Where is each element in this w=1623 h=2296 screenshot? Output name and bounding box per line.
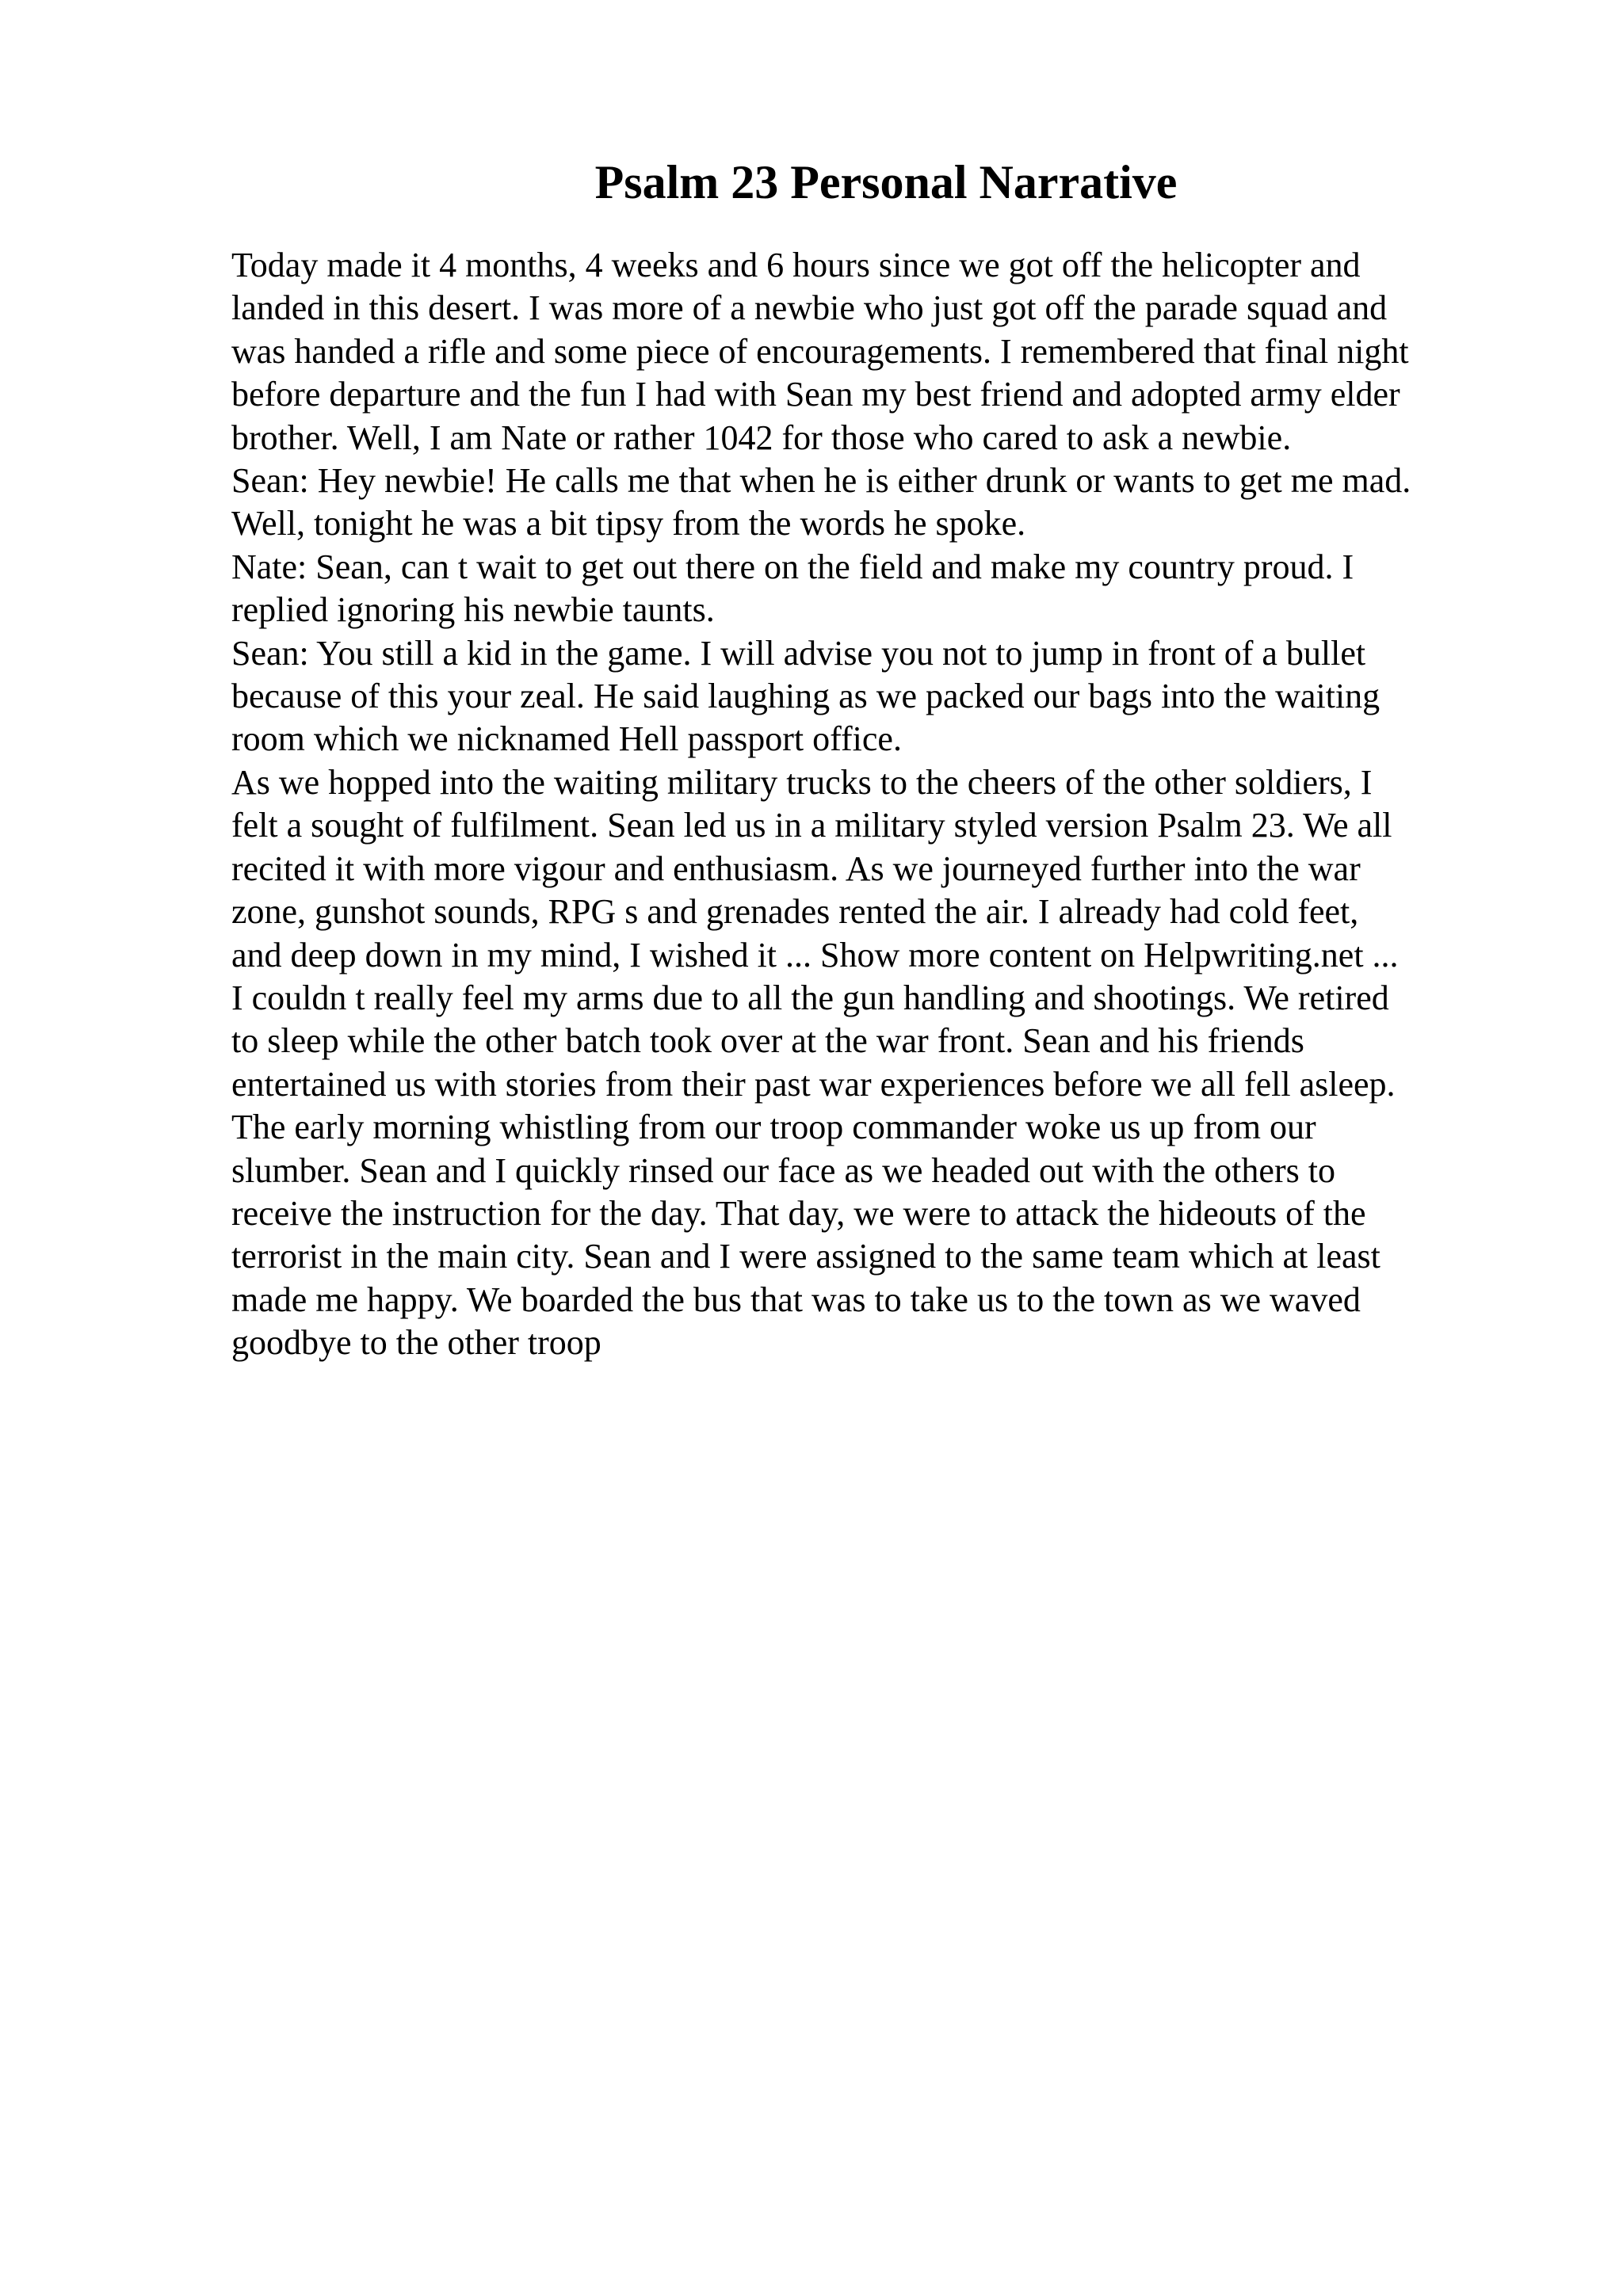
- text-line: I couldn t really feel my arms due to all the gun handling and shootings. We retired: [231, 978, 1389, 1017]
- text-line: was handed a rifle and some piece of encouragements. I remembered that final night: [231, 331, 1409, 371]
- text-line: Well, tonight he was a bit tipsy from the words he spoke.: [231, 504, 1026, 543]
- text-line: made me happy. We boarded the bus that was to take us to the town as we waved: [231, 1280, 1361, 1319]
- text-line: The early morning whistling from our troop commander woke us up from our: [231, 1108, 1316, 1147]
- text-line: brother. Well, I am Nate or rather 1042 for those who cared to ask a newbie.: [231, 418, 1292, 457]
- text-line: because of this your zeal. He said laughing as we packed our bags into the waiting: [231, 677, 1381, 716]
- text-line: entertained us with stories from their past war experiences before we all fell asleep.: [231, 1064, 1396, 1104]
- text-line: Nate: Sean, can t wait to get out there on the field and make my country proud. I: [231, 547, 1354, 586]
- text-line: Today made it 4 months, 4 weeks and 6 hours since we got off the helicopter and: [231, 246, 1361, 284]
- text-line: recited it with more vigour and enthusiasm. As we journeyed further into the war: [231, 849, 1361, 888]
- text-line: landed in this desert. I was more of a newbie who just got off the parade squad and: [231, 288, 1388, 328]
- text-line: slumber. Sean and I quickly rinsed our face as we headed out with the others to: [231, 1150, 1335, 1190]
- text-line: terrorist in the main city. Sean and I were assigned to the same team which at least: [231, 1237, 1381, 1276]
- text-line: room which we nicknamed Hell passport office.: [231, 719, 902, 759]
- text-line: before departure and the fun I had with Sean my best friend and adopted army elder: [231, 375, 1400, 414]
- text-line: zone, gunshot sounds, RPG s and grenades rented the air. I already had cold feet,: [231, 892, 1359, 932]
- text-line: As we hopped into the waiting military trucks to the cheers of the other soldiers, I: [231, 762, 1373, 802]
- text-line: replied ignoring his newbie taunts.: [231, 590, 715, 630]
- text-line: felt a sought of fulfilment. Sean led us in a military styled version Psalm 23. We all: [231, 806, 1392, 845]
- text-line: and deep down in my mind, I wished it ... Show more content on Helpwriting.net ...: [231, 935, 1399, 974]
- page-title: Psalm 23 Personal Narrative: [594, 156, 1178, 208]
- text-line: receive the instruction for the day. That day, we were to attack the hideouts of the: [231, 1193, 1366, 1233]
- text-line: goodbye to the other troop: [231, 1323, 601, 1363]
- text-line: to sleep while the other batch took over at the war front. Sean and his friends: [231, 1021, 1304, 1061]
- text-line: Sean: You still a kid in the game. I will advise you not to jump in front of a bullet: [231, 633, 1366, 673]
- narrative-body: [231, 244, 1563, 1365]
- text-line: Sean: Hey newbie! He calls me that when he is either drunk or wants to get me mad.: [231, 461, 1411, 501]
